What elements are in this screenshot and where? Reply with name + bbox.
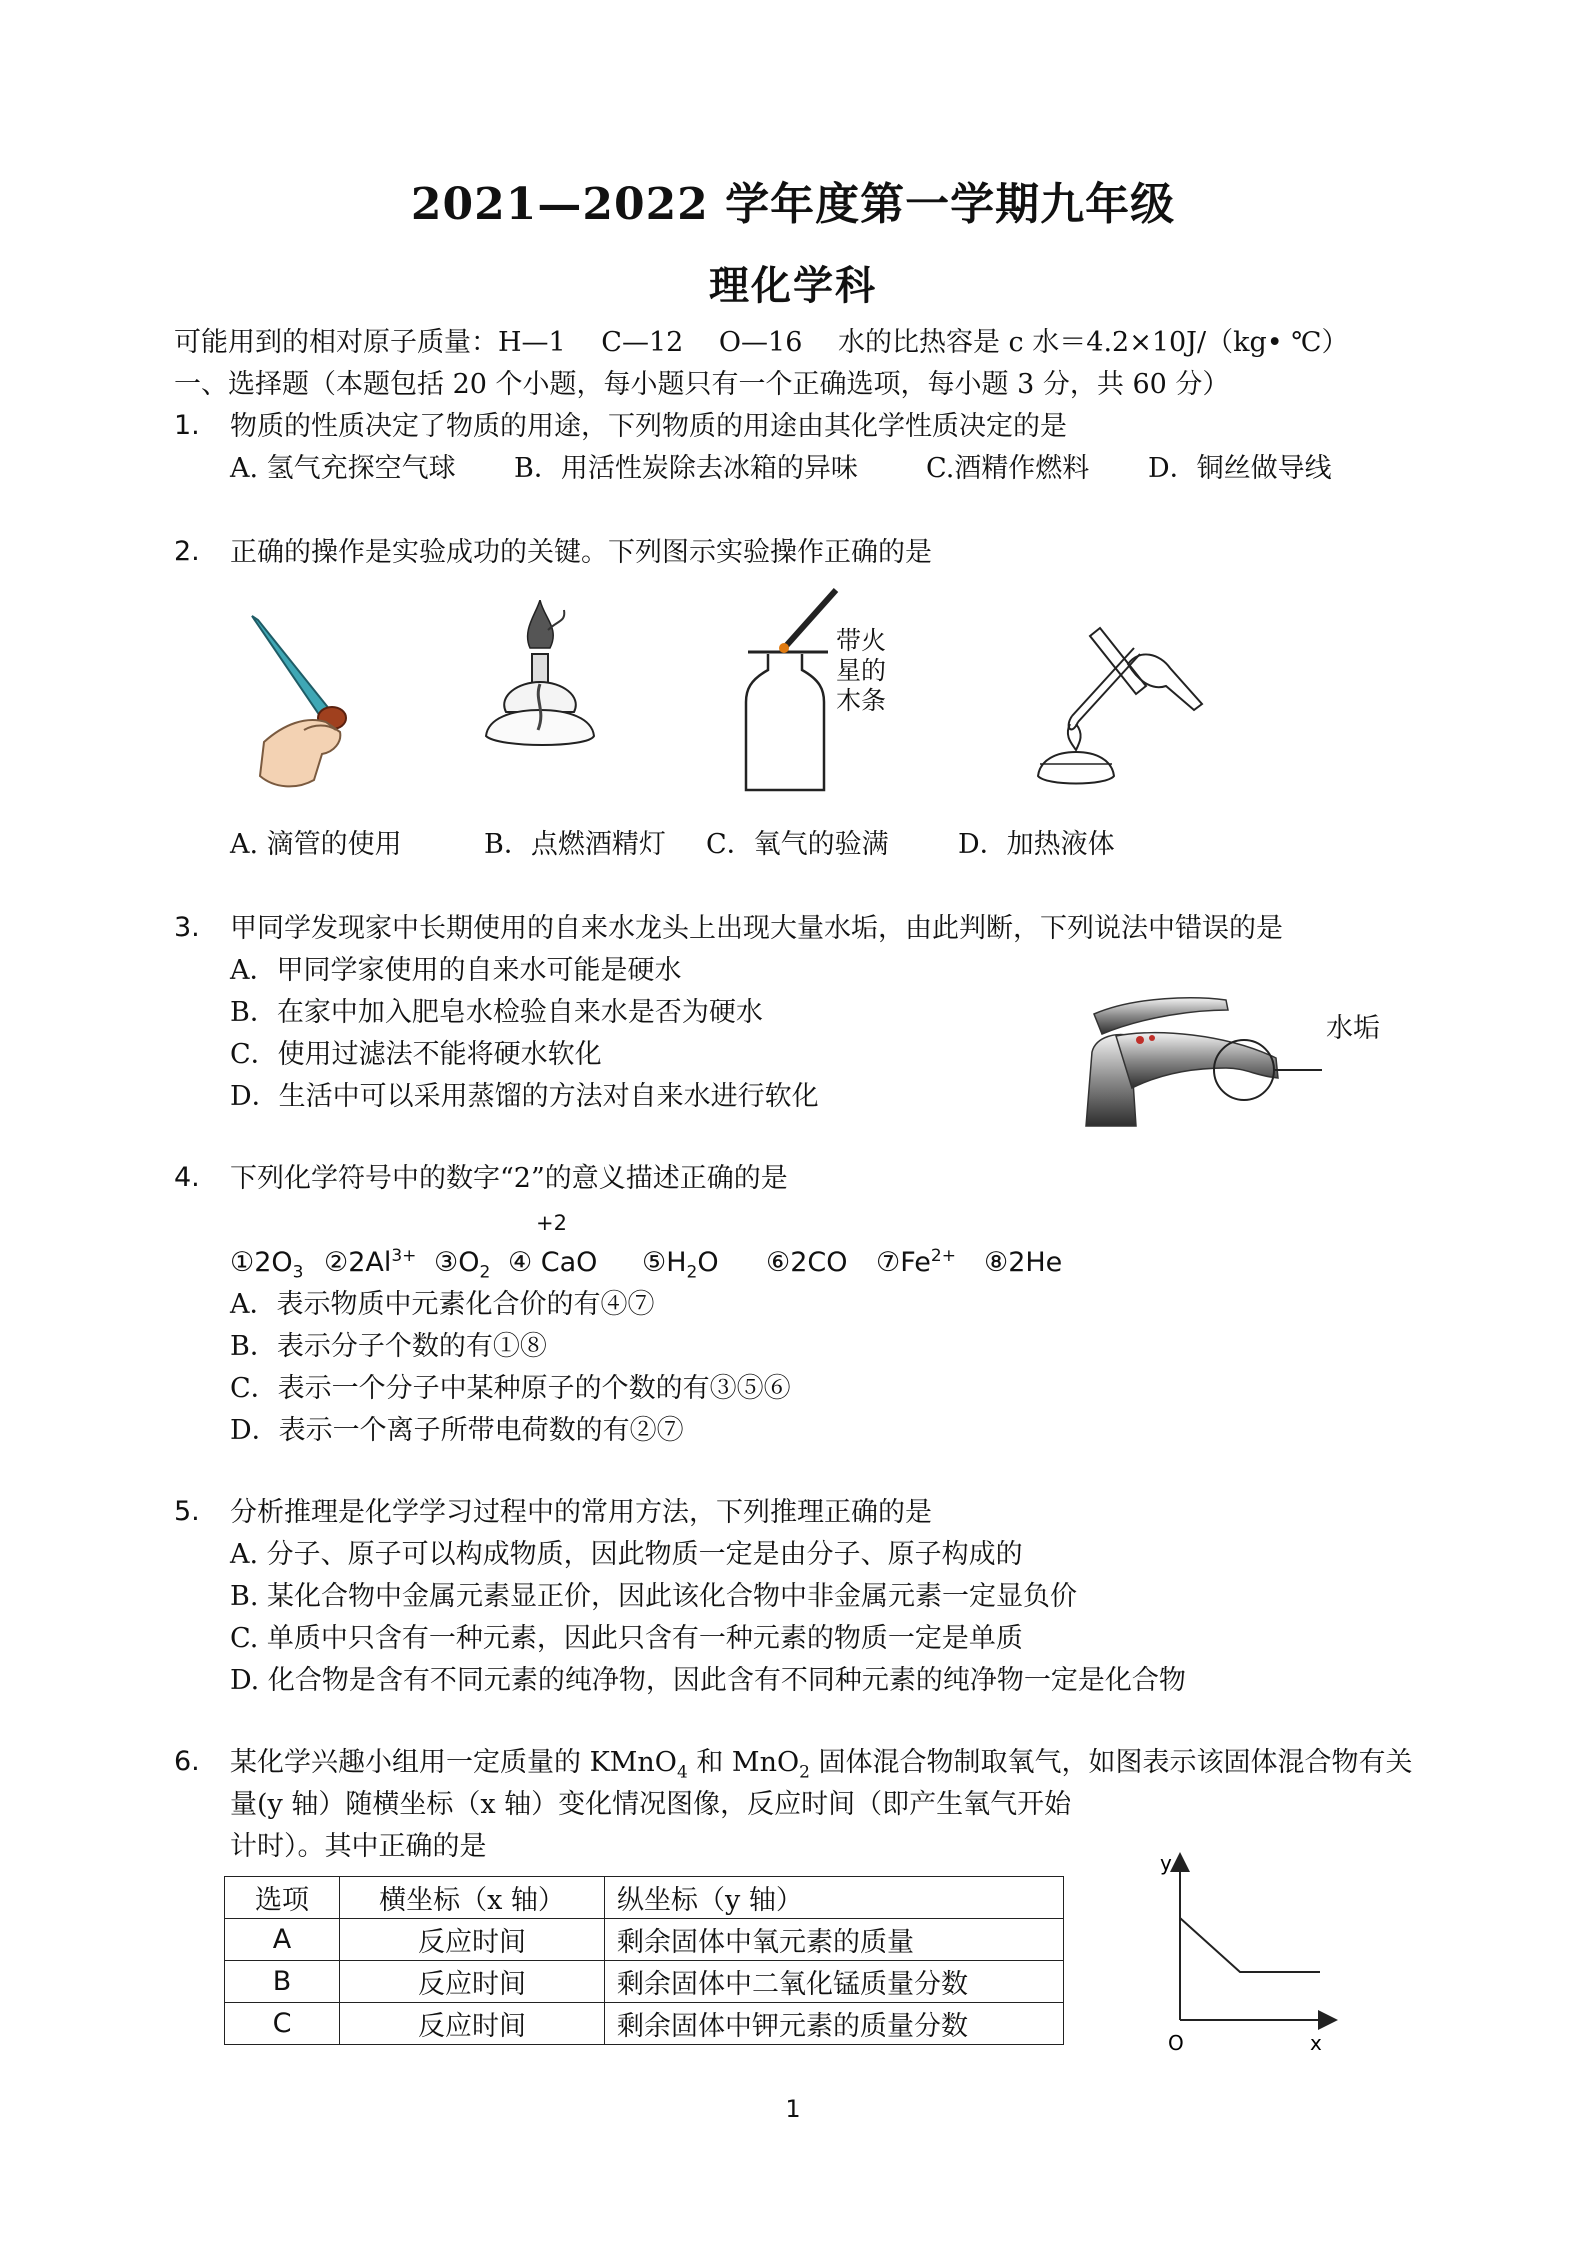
question-number: 1.: [174, 410, 200, 441]
question-number: 5.: [174, 1496, 200, 1527]
scale-label: 水垢: [1326, 1013, 1380, 1044]
q5-stem: 分析推理是化学学习过程中的常用方法，下列推理正确的是: [230, 1497, 932, 1528]
question-number: 2.: [174, 536, 200, 567]
graph-line: [1180, 1918, 1320, 1972]
test-tube-icon: [1069, 628, 1146, 729]
table-cell: 剩余固体中二氧化锰质量分数: [605, 1961, 1064, 2003]
q4-option-c: C．表示一个分子中某种原子的个数的有③⑤⑥: [230, 1373, 791, 1404]
question-number: 4.: [174, 1162, 200, 1193]
table-cell: A: [225, 1919, 340, 1961]
valence-mark: +2: [536, 1211, 567, 1235]
symbol-8: ⑧2He: [984, 1247, 1063, 1278]
table-cell: C: [225, 2003, 340, 2045]
q1-stem: 物质的性质决定了物质的用途，下列物质的用途由其化学性质决定的是: [230, 411, 1067, 442]
table-cell: 剩余固体中氧元素的质量: [605, 1919, 1064, 1961]
q2-option-c: C．氧气的验满: [706, 829, 889, 860]
splint-label-3: 木条: [836, 686, 887, 715]
x-axis-label: x: [1310, 2031, 1322, 2055]
q4-option-a: A．表示物质中元素化合价的有④⑦: [230, 1289, 655, 1320]
alcohol-lamp-figure: [478, 600, 598, 770]
q2-option-a: A. 滴管的使用: [230, 829, 402, 860]
q1-option-a: A. 氢气充探空气球: [230, 453, 456, 484]
y-axis-label: y: [1160, 1851, 1172, 1875]
q5-option-a: A. 分子、原子可以构成物质，因此物质一定是由分子、原子构成的: [230, 1539, 1023, 1570]
table-row: [225, 1919, 1064, 1961]
q4-option-d: D．表示一个离子所带电荷数的有②⑦: [230, 1415, 684, 1446]
q3-option-a: A．甲同学家使用的自来水可能是硬水: [230, 955, 682, 986]
faucet-icon: [1086, 998, 1278, 1126]
page-title: 2021—2022 学年度第一学期九年级: [410, 179, 1176, 230]
question-number: 6.: [174, 1746, 200, 1777]
symbol-5: $⑤H_2O$: [642, 1247, 719, 1283]
page-number: 1: [785, 2095, 801, 2123]
alcohol-lamp-icon: [1038, 724, 1114, 784]
symbol-2: $②2Al^{3+}$: [324, 1246, 417, 1278]
faucet-figure: [1076, 976, 1366, 1132]
section-one-heading: 一、选择题（本题包括 20 个小题，每小题只有一个正确选项，每小题 3 分，共 60 分）: [174, 369, 1230, 400]
q1-option-b: B．用活性炭除去冰箱的异味: [514, 453, 858, 484]
heating-liquid-figure: [1010, 624, 1210, 794]
q2-option-d: D．加热液体: [958, 829, 1115, 860]
table-cell: 反应时间: [340, 1919, 605, 1961]
q1-option-d: D．铜丝做导线: [1148, 453, 1332, 484]
q3-option-c: C．使用过滤法不能将硬水软化: [230, 1039, 602, 1070]
table-header-cell: 横坐标（x 轴）: [340, 1877, 605, 1919]
atomic-mass-line: 可能用到的相对原子质量：H—1 C—12 O—16 水的比热容是 c 水＝4.2×10J/（kg• ℃）: [174, 327, 1349, 358]
table-cell: 反应时间: [340, 2003, 605, 2045]
table-row: [225, 1961, 1064, 2003]
symbol-1: $①2O_3$: [230, 1247, 304, 1283]
hand-icon: [260, 720, 340, 786]
q6-stem-line-2: 量(y 轴）随横坐标（x 轴）变化情况图像，反应时间（即产生氧气开始: [230, 1789, 1072, 1820]
symbol-3: $③O_2$: [434, 1247, 491, 1283]
origin-label: O: [1168, 2031, 1184, 2055]
dropper-icon: [252, 616, 346, 729]
q4-option-b: B．表示分子个数的有①⑧: [230, 1331, 547, 1362]
q6-graph: [1150, 1846, 1340, 2056]
hand-icon: [1128, 654, 1202, 710]
table-cell: 反应时间: [340, 1961, 605, 2003]
dropper-figure: [244, 612, 364, 792]
q5-option-b: B. 某化合物中金属元素显正价，因此该化合物中非金属元素一定显负价: [230, 1581, 1078, 1612]
q6-stem-line-1: 某化学兴趣小组用一定质量的 KMnO$_4$ 和 MnO$_2$ 固体混合物制取氧气，如图表示该固体混合物有关: [230, 1747, 1413, 1783]
q1-option-c: C.酒精作燃料: [926, 453, 1090, 484]
splint-icon: [779, 590, 836, 653]
page-subtitle: 理化学科: [709, 262, 877, 309]
q6-stem-line-3: 计时）。其中正确的是: [230, 1831, 487, 1862]
symbol-6: ⑥2CO: [766, 1247, 848, 1278]
symbol-4: ④ CaO: [508, 1247, 598, 1278]
question-number: 3.: [174, 912, 200, 943]
q5-option-d: D. 化合物是含有不同元素的纯净物，因此含有不同种元素的纯净物一定是化合物: [230, 1665, 1186, 1696]
alcohol-lamp-icon: [486, 600, 594, 745]
table-header-row: [225, 1877, 1064, 1919]
splint-label-1: 带火: [836, 626, 887, 655]
table-cell: B: [225, 1961, 340, 2003]
q3-option-b: B．在家中加入肥皂水检验自来水是否为硬水: [230, 997, 763, 1028]
q2-option-b: B．点燃酒精灯: [484, 829, 666, 860]
q3-stem: 甲同学发现家中长期使用的自来水龙头上出现大量水垢，由此判断，下列说法中错误的是: [230, 913, 1283, 944]
options-table: [224, 1876, 1064, 2045]
table-row: [225, 2003, 1064, 2045]
symbol-7: $⑦Fe^{2+}$: [876, 1246, 956, 1278]
q5-option-c: C. 单质中只含有一种元素，因此只含有一种元素的物质一定是单质: [230, 1623, 1023, 1654]
splint-label-2: 星的: [836, 656, 887, 685]
q3-option-d: D．生活中可以采用蒸馏的方法对自来水进行软化: [230, 1081, 819, 1112]
q2-stem: 正确的操作是实验成功的关键。下列图示实验操作正确的是: [230, 537, 932, 568]
table-header-cell: 选项: [225, 1877, 340, 1919]
table-cell: 剩余固体中钾元素的质量分数: [605, 2003, 1064, 2045]
q4-stem: 下列化学符号中的数字“2”的意义描述正确的是: [230, 1163, 788, 1194]
gas-bottle-icon: [746, 652, 828, 790]
table-header-cell: 纵坐标（y 轴）: [605, 1877, 1064, 1919]
